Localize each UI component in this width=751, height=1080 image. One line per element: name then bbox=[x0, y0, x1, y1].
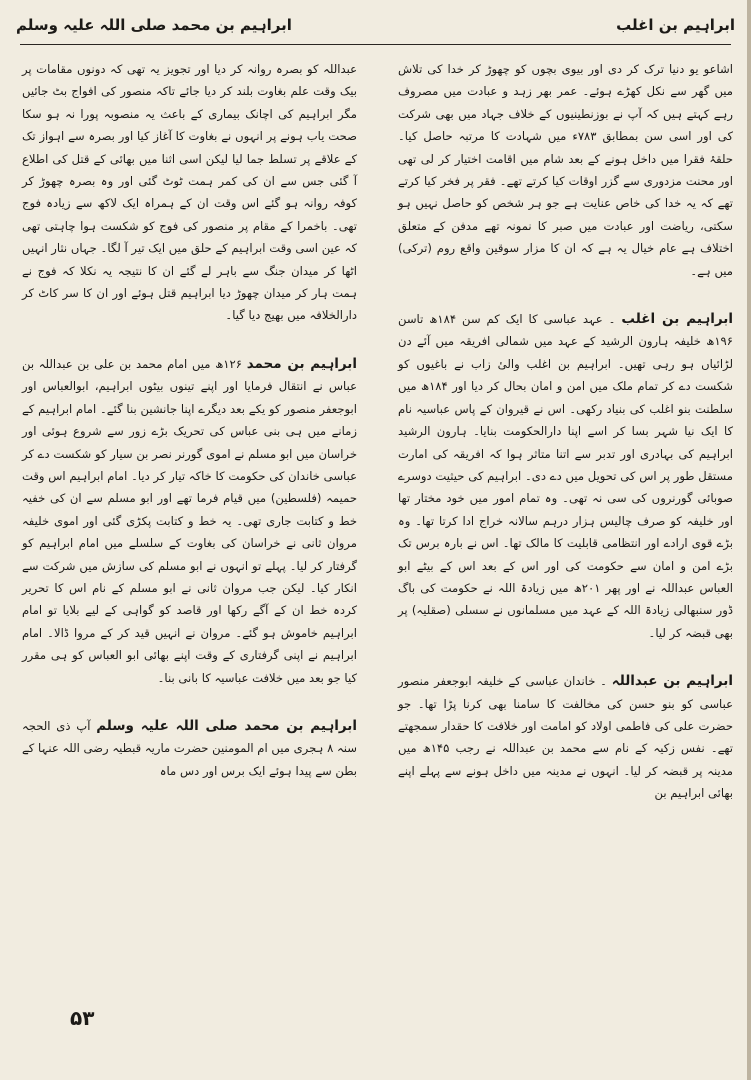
entry-heading: ابراہیم بن محمد صلی اللہ علیہ وسلم bbox=[96, 717, 357, 734]
page-number: ۵۳ bbox=[70, 1006, 95, 1030]
running-header bbox=[16, 10, 735, 40]
entry-heading: ابراہیم بن عبداللہ bbox=[611, 673, 734, 690]
entry-ibrahim-son-of-prophet bbox=[22, 715, 357, 782]
left-column bbox=[22, 58, 357, 782]
header-rule bbox=[20, 44, 731, 45]
entry-heading: ابراہیم بن اغلب bbox=[621, 311, 733, 328]
entry-body: ۔ عہد عباسی کا ایک کم سن ۱۸۴ھ تاسن ۱۹۶ھ خلیفہ ہارون الرشید کے عہد میں شمالی افریقہ میں آئے دن لڑائیاں ہو رہی تھیں۔ ابراہیم بن اغلب والیٔ زاب نے باغیوں کو شکست دے کر تمام ملک میں امن و امان بحال کر دیا اور ۱۸۴ھ میں سلطنت بنو اغلب کی بنیاد رکھی۔ اس نے قیروان کے پاس عباسیہ نام کا ایک نیا شہر بسا کر اسے اپنا دارالحکومت بنایا۔ ہارون الرشید ابراہیم کی بہادری اور تدبر سے اتنا متاثر ہوا کہ افریقہ کی امارت مستقل طور پر اس کی تحویل میں دے دی۔ ابراہیم کی حیثیت دوسرے صوبائی گورنروں کی سی نہ تھی۔ وہ تمام امور میں خود مختار تھا اور خلیفہ کو صرف چالیس ہزار درہم سالانہ خراج ادا کرتا تھا۔ وہ بڑے قوی ارادے اور انتظامی قابلیت کا مالک تھا۔ اس نے بارہ برس تک بڑے امن و امان سے حکومت کی اور اس کے بعد اس کے بیٹے ابو العباس عبداللہ نے اور پھر ۲۰۱ھ میں زیادۃ اللہ نے حکومت کی باگ ڈور سنبھالی زیادۃ اللہ کے عہد میں مسلمانوں نے سسلی (صقلیہ) پر بھی قبضہ کر لیا۔ bbox=[398, 312, 733, 640]
left-header-title: ابراہیم بن محمد صلی اللہ علیہ وسلم bbox=[16, 16, 292, 34]
entry-continuation: عبداللہ کو بصرہ روانہ کر دیا اور تجویز یہ تھی کہ دونوں مقامات پر بیک وقت علم بغاوت بلند کر دیا جائے تاکہ منصور کی افواج بٹ جائیں مگر ابراہیم کی اچانک بیماری کے باعث یہ منصوبہ پورا نہ ہو سکا صحت یاب ہونے پر انہوں نے بغاوت کا آغاز کیا اور بصرہ سے اہواز تک کے علاقے پر تسلط جما لیا لیکن اسی اثنا میں بھائی کے قتل کی اطلاع آ گئی جس سے ان کی کمر ہمت ٹوٹ گئی اور وہ بصرہ چھوڑ کر کوفہ روانہ ہو گئے اس وقت ان کے ہمراہ ایک لاکھ سے زیادہ فوج تھی۔ باخمرا کے مقام پر منصور کی فوج کو شکست ہوا چاہتی تھی کہ عین اسی وقت ابراہیم کے حلق میں ایک تیر آ لگا۔ جہاں نثار انہیں اٹھا کر میدان جنگ سے باہر لے گئے ان کا نتیجہ یہ نکلا کہ فوج نے ہمت ہار کر میدان چھوڑ دیا ابراہیم قتل ہوئے اور ان کا سر کاٹ کر دارالخلافہ میں بھیج دیا گیا۔ bbox=[22, 62, 357, 323]
entry-body: ۱۲۶ھ میں امام محمد بن علی بن عبداللہ بن عباس نے انتقال فرمایا اور اپنے تینوں بیٹوں ابراہیم، ابوالعباس اور ابوجعفر منصور کو یکے بعد دیگرے اپنا جانشین بنا گئے۔ امام ابراہیم کے زمانے میں ہی بنی عباس کی تحریک بڑے زور سے شروع ہوئی اور خراسان میں ابو مسلم نے اموی گورنر نصر بن سیار کو شکست دے کر عباسی خاندان کی حکومت کا خاکہ تیار کر دیا۔ امام ابراہیم اس وقت حمیمہ (فلسطین) میں قیام فرما تھے اور ابو مسلم سے ان کی خفیہ خط و کتابت جاری تھی۔ یہ خط و کتابت پکڑی گئی اور اموی خلیفہ مروان ثانی نے خراسان کی بغاوت کے سلسلے میں امام ابراہیم کو گرفتار کر لیا۔ پہلے تو انہوں نے ابو مسلم کی سازش میں شرکت سے انکار کیا۔ لیکن جب مروان ثانی نے ابو مسلم کے نام اس کا تحریر کردہ خط ان کے آگے رکھا اور قاصد کو گواہی کے لیے بلایا تو امام ابراہیم خاموش ہو گئے۔ مروان نے انہیں قید کر کے مروا ڈالا۔ امام ابراہیم نے اپنی گرفتاری کے وقت اپنے بھائی ابو العباس کو ہی مقرر کیا جو بعد میں خلافت عباسیہ کا بانی بنا۔ bbox=[22, 356, 357, 685]
entry-body: ۔ خاندان عباسی کے خلیفہ ابوجعفر منصور عباسی کو بنو حسن کی مخالفت کا سامنا بھی کرنا پڑا تھا۔ جو حضرت علی کی فاطمی اولاد کو امامت اور خلافت کا حقدار سمجھتے تھے۔ نفس زکیہ کے نام سے محمد بن عبداللہ نے رجب ۱۴۵ھ میں مدینہ پر قبضہ کر لیا۔ انہوں نے مدینہ میں داخل ہونے سے پہلے اپنے بھائی ابراہیم بن bbox=[398, 674, 733, 801]
page-edge bbox=[747, 0, 751, 1080]
entry-body: آپ ذی الحجہ سنہ ۸ ہجری میں ام المومنین حضرت ماریہ قبطیہ رضی اللہ عنہا کے بطن سے پیدا ہوئے ایک برس اور دس ماہ bbox=[22, 718, 357, 778]
entry-ibrahim-bin-muhammad bbox=[22, 353, 357, 689]
entry-ibrahim-bin-aghlab bbox=[398, 308, 733, 644]
entry-ibrahim-bin-abdullah bbox=[398, 670, 733, 804]
right-column bbox=[398, 58, 733, 805]
entry-heading: ابراہیم بن محمد bbox=[246, 355, 357, 372]
right-header-title: ابراہیم بن اغلب bbox=[616, 16, 735, 34]
entry-continuation: اشاعو یو دنیا ترک کر دی اور بیوی بچوں کو چھوڑ کر خدا کی تلاش میں گھر سے نکل کھڑے ہوئے۔ عمر بھر زہد و عبادت میں مصروف رہے کہتے ہیں کہ آپ نے بوزنطینیوں کے خلاف جہاد میں بھی شرکت کی اور اسی سن بمطابق ۷۸۳ء میں شہادت کا مرتبہ حاصل کیا۔ حلقۂ فقرا میں داخل ہونے کے بعد شام میں اقامت اختیار کر لی تھی اور محنت مزدوری سے گزر اوقات کیا کرتے تھے۔ فقر پر فخر کیا کرتے تھے کہ یہ خدا کی خاص عنایت ہے جو ہر شخص کو حاصل نہیں ہو سکتی، ریاضت اور عبادت میں صبر کا نمونہ تھے مدفن کے متعلق اختلاف ہے عام خیال یہ ہے کہ ان کا مزار سوقین واقع روم (ترکی) میں ہے۔ bbox=[398, 62, 733, 278]
